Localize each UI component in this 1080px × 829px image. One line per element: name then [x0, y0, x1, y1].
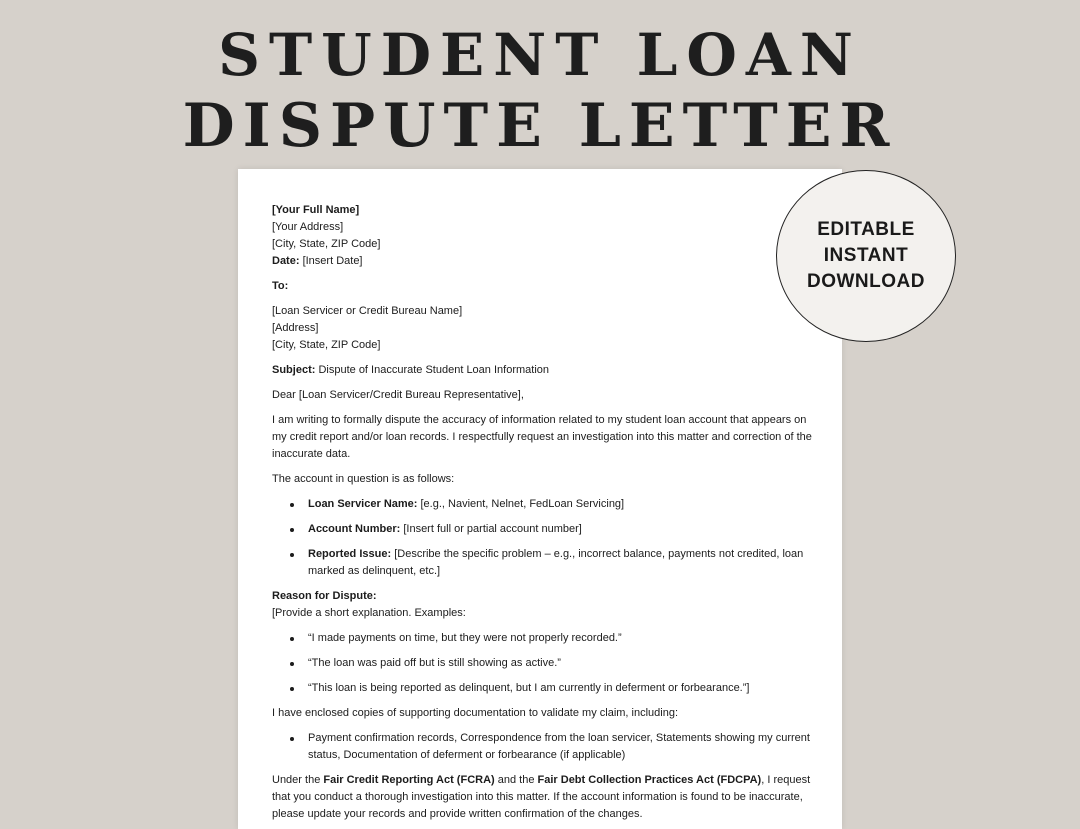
- date-value: [Insert Date]: [299, 255, 363, 267]
- examples-list: [272, 630, 817, 697]
- badge-line-1: EDITABLE: [817, 219, 915, 240]
- closing-text: and the: [494, 774, 538, 786]
- fcra-term: Fair Credit Reporting Act (FCRA): [323, 774, 495, 786]
- account-details-list: [272, 496, 817, 580]
- badge-line-2: INSTANT: [823, 245, 909, 266]
- headline-line-1: STUDENT LOAN: [218, 21, 862, 89]
- editable-download-badge: [776, 170, 956, 342]
- documents-list: [272, 730, 817, 764]
- recipient-city: [City, State, ZIP Code]: [272, 339, 381, 351]
- closing-text: , I request that you conduct a thorough investigation into this matter. If the account information is found to be inaccurate, please update your records and provide written confirmation of the changes.: [272, 774, 811, 820]
- subject-value: Dispute of Inaccurate Student Loan Information: [315, 364, 549, 376]
- list-item: [272, 496, 817, 513]
- subject-label: Subject:: [272, 364, 316, 376]
- letter-page: [238, 169, 842, 829]
- list-item: “I made payments on time, but they were not properly recorded.”: [272, 630, 817, 647]
- reason-label: Reason for Dispute:: [272, 590, 377, 602]
- intro-paragraph: I am writing to formally dispute the accuracy of information related to my student loan account that appears on my credit report and/or loan records. I respectfully request an investigation into this matter and correction of the inaccurate data.: [272, 414, 812, 460]
- sender-address: [Your Address]: [272, 221, 344, 233]
- item-label: Reported Issue:: [308, 548, 392, 560]
- badge-line-3: DOWNLOAD: [807, 271, 925, 292]
- subject-line: [272, 362, 817, 379]
- sender-city: [City, State, ZIP Code]: [272, 238, 381, 250]
- headline-line-2: DISPUTE LETTER: [182, 91, 898, 161]
- salutation: Dear [Loan Servicer/Credit Bureau Representative],: [272, 389, 524, 401]
- list-item: [272, 546, 817, 580]
- letter-body: [272, 202, 817, 823]
- enclosed-intro: I have enclosed copies of supporting documentation to validate my claim, including:: [272, 707, 679, 719]
- list-item: Payment confirmation records, Correspondence from the loan servicer, Statements showing my current status, Documentation of deferment or forbearance (if applicable): [272, 730, 817, 764]
- fdcpa-term: Fair Debt Collection Practices Act (FDCPA): [537, 774, 762, 786]
- list-item: [272, 521, 817, 538]
- closing-text: Under the: [272, 774, 324, 786]
- to-label: To:: [272, 280, 289, 292]
- date-line: [272, 253, 817, 270]
- item-label: Loan Servicer Name:: [308, 498, 418, 510]
- date-label: Date:: [272, 255, 300, 267]
- recipient-name: [Loan Servicer or Credit Bureau Name]: [272, 305, 463, 317]
- item-value: [Describe the specific problem – e.g., incorrect balance, payments not credited, loan marked as delinquent, etc.]: [308, 548, 804, 577]
- sender-name: [Your Full Name]: [272, 204, 360, 216]
- reason-intro: [Provide a short explanation. Examples:: [272, 607, 466, 619]
- item-value: [e.g., Navient, Nelnet, FedLoan Servicing]: [417, 498, 625, 510]
- account-intro: The account in question is as follows:: [272, 473, 455, 485]
- list-item: “The loan was paid off but is still showing as active.”: [272, 655, 817, 672]
- item-value: [Insert full or partial account number]: [400, 523, 582, 535]
- item-label: Account Number:: [308, 523, 401, 535]
- recipient-address: [Address]: [272, 322, 319, 334]
- closing-paragraph: [272, 772, 817, 823]
- list-item: “This loan is being reported as delinquent, but I am currently in deferment or forbearance.”]: [272, 680, 817, 697]
